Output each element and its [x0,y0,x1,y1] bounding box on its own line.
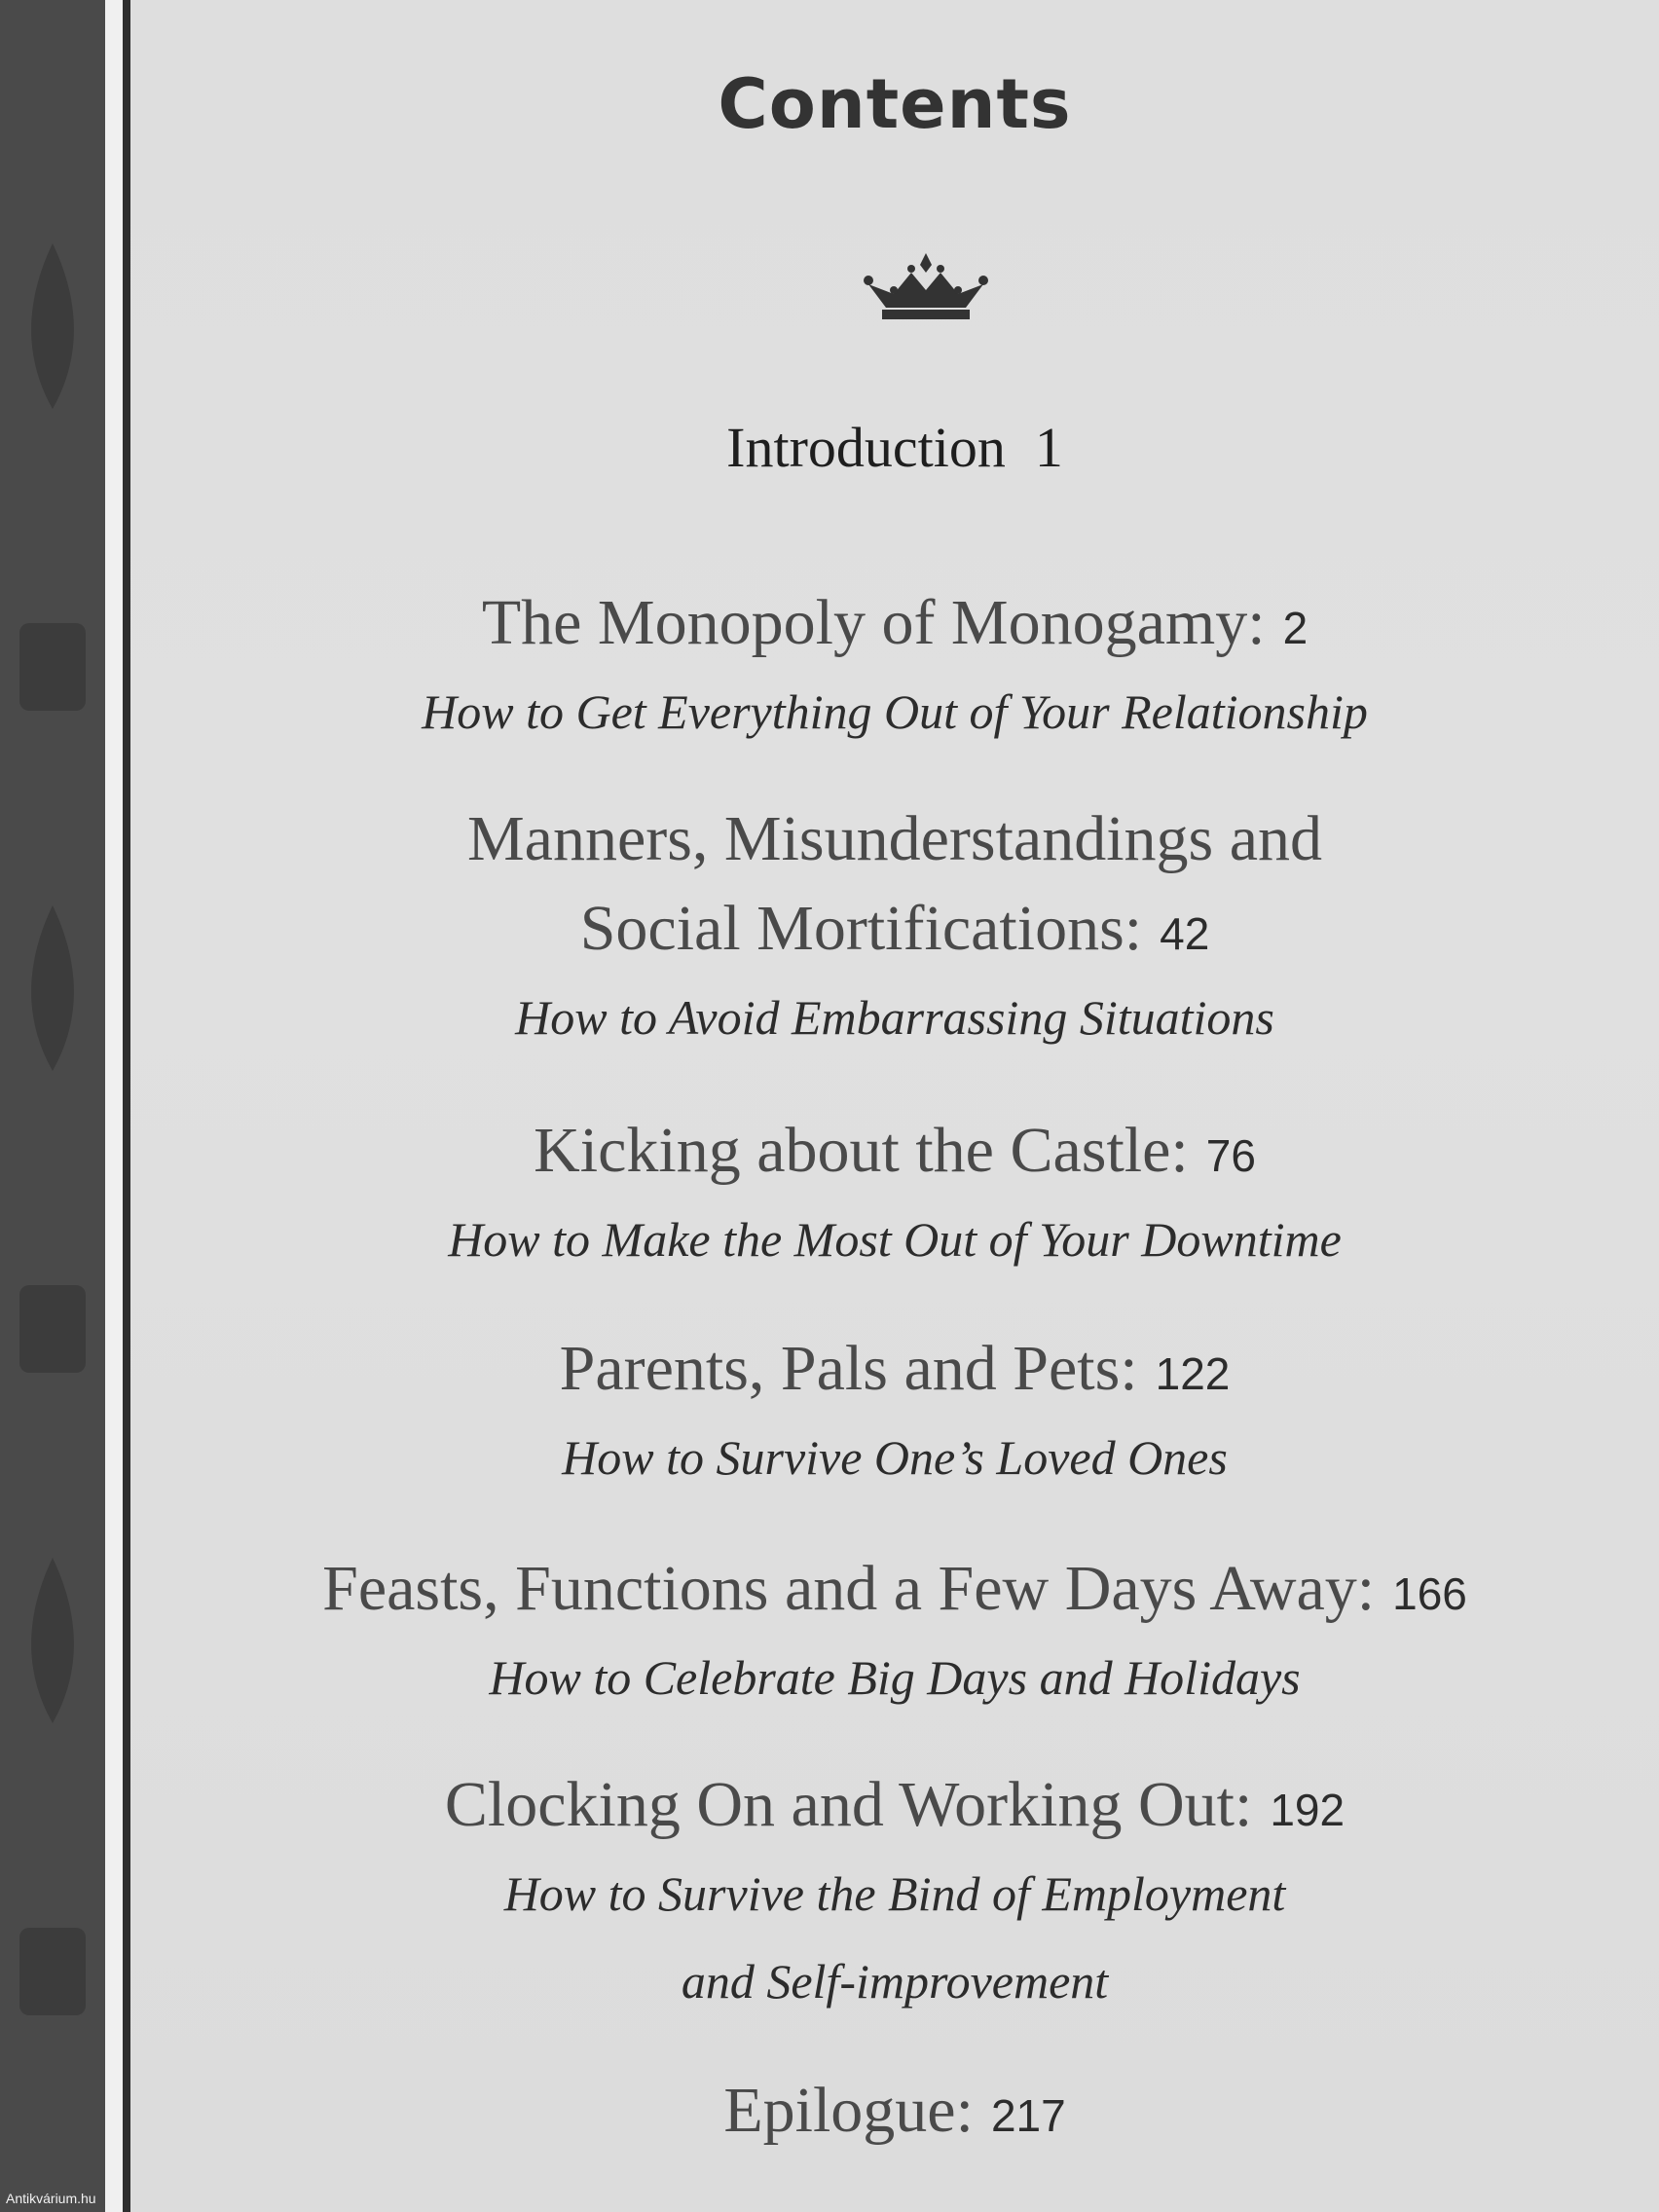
entry-subtitle: How to Make the Most Out of Your Downtime [448,1212,1342,1267]
fleur-de-lis-icon [0,0,105,2212]
entry-title: The Monopoly of Monogamy: [481,587,1266,658]
toc-entry-parents[interactable] [130,1324,1659,1419]
page-number: 76 [1205,1130,1256,1181]
entry-title: Clocking On and Working Out: [444,1769,1253,1840]
entry-title: Social Mortifications: [579,893,1143,964]
entry-title: Kicking about the Castle: [534,1115,1189,1186]
page-number: 217 [990,2090,1066,2141]
toc-entry-monogamy[interactable] [130,578,1659,673]
decorative-border-band [0,0,105,2212]
border-line [123,0,130,2212]
page-title: Contents [718,64,1072,144]
border-edge [105,0,123,2212]
entry-subtitle: How to Get Everything Out of Your Relationship [422,684,1368,739]
toc-entry-manners-line2[interactable] [130,884,1659,978]
toc-entry-feasts[interactable] [130,1544,1659,1639]
toc-entry-manners-line1[interactable]: Manners, Misunderstandings and [466,803,1323,874]
page-number: 42 [1160,908,1210,959]
entry-title: Epilogue: [723,2075,974,2146]
page-number: 122 [1155,1348,1231,1399]
entry-subtitle-line2: and Self-improvement [681,1954,1109,2009]
toc-entry-epilogue[interactable] [130,2066,1659,2160]
toc-entry-castle[interactable] [130,1106,1659,1200]
toc-entry-clocking[interactable] [130,1760,1659,1855]
crown-icon [861,251,991,325]
entry-title: Feasts, Functions and a Few Days Away: [322,1553,1376,1624]
page-number: 2 [1282,603,1309,653]
entry-title: Parents, Pals and Pets: [559,1333,1138,1404]
page-number: 1 [1034,416,1063,479]
entry-title: Introduction [726,416,1006,479]
entry-subtitle: How to Celebrate Big Days and Holidays [489,1650,1301,1705]
entry-subtitle: How to Survive One’s Loved Ones [562,1430,1228,1485]
watermark: Antikvárium.hu [6,2191,96,2206]
page-number: 166 [1392,1568,1467,1619]
entry-subtitle: How to Avoid Embarrassing Situations [515,990,1274,1045]
entry-subtitle-line1: How to Survive the Bind of Employment [503,1866,1286,1921]
toc-entry-introduction[interactable] [130,403,1659,493]
page-number: 192 [1270,1785,1346,1835]
